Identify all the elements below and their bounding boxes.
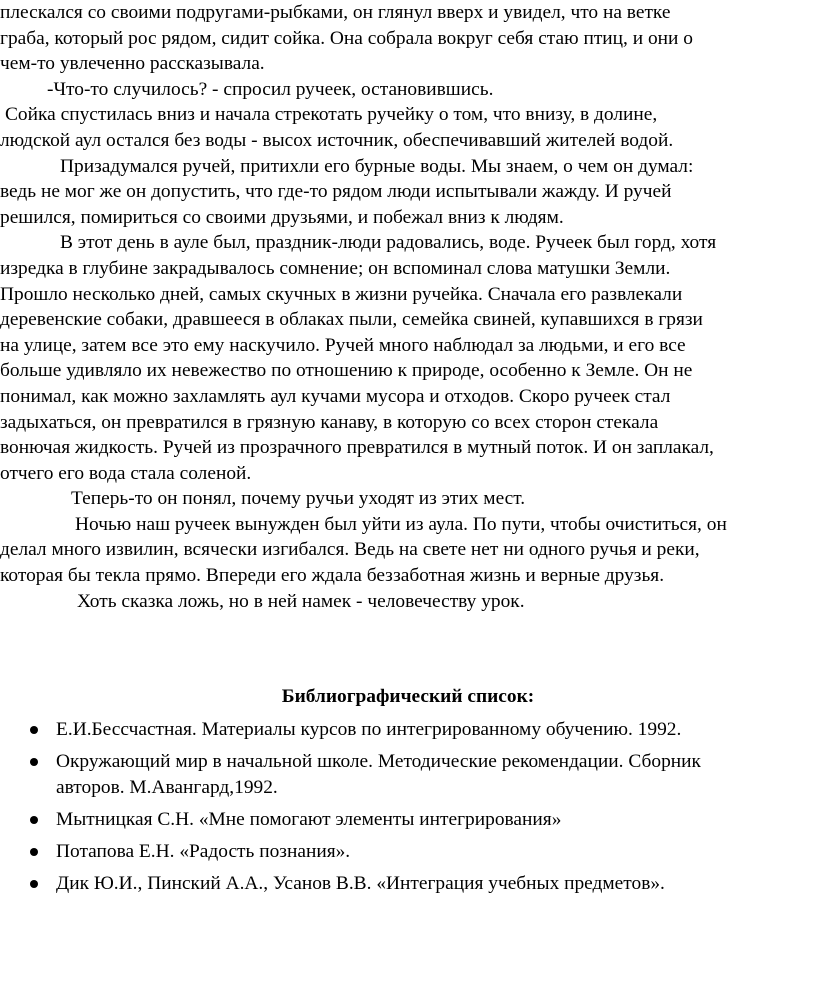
- story-line: Прошло несколько дней, самых скучных в жизни ручейка. Сначала его развлекали: [0, 283, 683, 305]
- entry-text: Дик Ю.И., Пинский А.А., Усанов В.В. «Интеграция учебных предметов».: [56, 873, 665, 894]
- entry-text: Потапова Е.Н. «Радость познания».: [56, 841, 351, 862]
- story-line: В этот день в ауле был, праздник-люди радовались, воде. Ручеек был горд, хотя: [60, 232, 717, 254]
- story-line: отчего его вода стала соленой.: [0, 462, 252, 484]
- story-line: Сойка спустилась вниз и начала стрекотать ручейку о том, что внизу, в долине,: [5, 104, 658, 126]
- story-line: решился, помириться со своими друзьями, и побежал вниз к людям.: [0, 206, 564, 228]
- story-line: чем-то увлеченно рассказывала.: [0, 53, 265, 75]
- story-line: понимал, как можно захламлять аул кучами мусора и отходов. Скоро ручеек стал: [0, 385, 671, 407]
- bullet-icon: [30, 758, 38, 766]
- story-line: делал много извилин, всячески изгибался. Ведь на свете нет ни одного ручья и реки,: [0, 539, 700, 561]
- entry-text: Е.И.Бессчастная. Материалы курсов по интегрированному обучению. 1992.: [56, 719, 682, 740]
- story-line: Хоть сказка ложь, но в ней намек - человечеству урок.: [77, 590, 525, 612]
- bibliography-entry: [0, 839, 816, 865]
- bullet-icon: [30, 726, 38, 734]
- story-line: которая бы текла прямо. Впереди его ждала беззаботная жизнь и верные друзья.: [0, 565, 665, 587]
- story-line: плескался со своими подругами-рыбками, он глянул вверх и увидел, что на ветке: [0, 2, 671, 23]
- bibliography-entry: [0, 807, 816, 833]
- bullet-icon: [30, 816, 38, 824]
- entry-text: Окружающий мир в начальной школе. Методические рекомендации. Сборник: [56, 751, 701, 772]
- bullet-icon: [30, 848, 38, 856]
- bullet-icon: [30, 880, 38, 888]
- bibliography-entry: [0, 871, 816, 897]
- story-line: изредка в глубине закрадывалось сомнение; он вспоминал слова матушки Земли.: [0, 257, 671, 279]
- bibliography-entry: [0, 749, 816, 801]
- story-line: задыхаться, он превратился в грязную канаву, в которую со всех сторон стекала: [0, 411, 659, 433]
- story-line: -Что-то случилось? - спросил ручеек, остановившись.: [47, 78, 494, 100]
- story-line: Теперь-то он понял, почему ручьи уходят из этих мест.: [71, 488, 526, 510]
- story-line: людской аул остался без воды - высох источник, обеспечивавший жителей водой.: [0, 129, 674, 151]
- story-line: больше удивляло их невежество по отношению к природе, особенно к Земле. Он не: [0, 360, 693, 382]
- bibliography-entry: [0, 717, 816, 743]
- entry-text: Мытницкая С.Н. «Мне помогают элементы интегрирования»: [56, 809, 562, 830]
- bibliography-title: Библиографический список:: [281, 686, 535, 707]
- story-line: вонючая жидкость. Ручей из прозрачного превратился в мутный поток. И он заплакал,: [0, 437, 714, 459]
- story-line: ведь не мог же он допустить, что где-то рядом люди испытывали жажду. И ручей: [0, 181, 672, 203]
- story-line: деревенские собаки, дравшееся в облаках пыли, семейка свиней, купавшихся в грязи: [0, 309, 703, 331]
- bibliography-list: [0, 717, 816, 897]
- entry-text: авторов. М.Авангард,1992.: [56, 777, 278, 798]
- story-line: на улице, затем все это ему наскучило. Ручей много наблюдал за людьми, и его все: [0, 334, 686, 356]
- story-line: граба, который рос рядом, сидит сойка. Она собрала вокруг себя стаю птиц, и они о: [0, 27, 693, 49]
- story-line: Призадумался ручей, притихли его бурные воды. Мы знаем, о чем он думал:: [60, 155, 694, 177]
- story-line: Ночью наш ручеек вынужден был уйти из аула. По пути, чтобы очиститься, он: [75, 513, 727, 535]
